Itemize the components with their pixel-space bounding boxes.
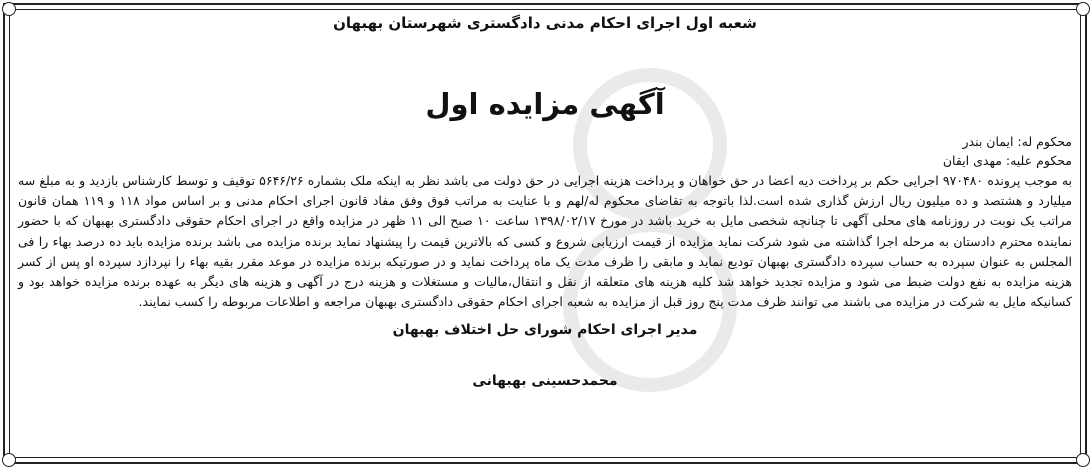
signature-title: مدیر اجرای احکام شورای حل اختلاف بهبهان — [392, 322, 698, 339]
corner-ornament — [2, 453, 16, 467]
defendant-line: محکوم علیه: مهدی ایقان — [942, 153, 1072, 168]
court-header: شعبه اول اجرای احکام مدنی دادگستری شهرستان بهبهان — [333, 14, 757, 32]
notice-content — [18, 12, 1072, 389]
corner-ornament — [1076, 2, 1090, 16]
corner-ornament — [1076, 453, 1090, 467]
plaintiff-line: محکوم له: ایمان بندر — [962, 134, 1072, 149]
notice-body: به موجب پرونده ۹۷۰۴۸۰ اجرایی حکم بر پرداخت دیه اعضا در حق خواهان و پرداخت هزینه اجرایی در حق دولت می باشد نظر به اینکه ملک بشماره ۵۶۴۶/۲۶ توقیف و توسط کارشناس بازدید و به مبلغ سه میلیارد و هشتصد و ده میلیون ریال ارزش گذاری شده است.لذا باتوجه به تقاضای محکوم له/لهم و با عنایت به مراتب فوق وفق مفاد قانون اجرای احکام مدنی و بر اساس مواد ۱۱۸ و ۱۱۹ همان قانون مراتب یک نوبت در روزنامه های محلی آگهی تا چنانچه شخصی مایل به خرید باشد در مورخ ۱۳۹۸/۰۲/۱۷ ساعت ۱۰ صبح الی ۱۱ ظهر در مزایده واقع در اجرای احکام حقوقی دادگستری بهبهان که با حضور نماینده محترم دادستان به مرحله اجرا گذاشته می شود شرکت نماید مزایده از قیمت ارزیابی شروع و کسی که بالاترین قیمت را پیشنهاد نماید برنده مزایده می باشد برنده مزایده باید ده درصد بهاء را فی المجلس به عنوان سپرده به حساب سپرده دادگستری بهبهان توديع نماید و مابقی را ظرف مدت یک ماه پرداخت نماید و در صورتیکه برنده مزایده در موعد مقرر بقیه بهاء را نپردازد سپرده او پس از کسر هزینه مزایده به نفع دولت ضبط می شود و مزایده تجدید خواهد شد کلیه هزینه های متعلقه از نقل و انتقال،مالیات و مستغلات و هزینه درج در آگهی و هزینه های دیگر به عهده برنده مزایده خواهد بود و کسانیکه مایل به شرکت در مزایده می باشند می توانند ظرف مدت پنج روز قبل از مزایده به شعبه اجرای احکام حقوقی دادگستری بهبهان مراجعه و اطلاعات مربوطه را کسب نمایند. — [18, 173, 1073, 310]
corner-ornament — [2, 2, 16, 16]
notice-title: آگهی مزایده اول — [425, 87, 665, 121]
signature-name: محمدحسینی بهبهانی — [472, 373, 618, 390]
